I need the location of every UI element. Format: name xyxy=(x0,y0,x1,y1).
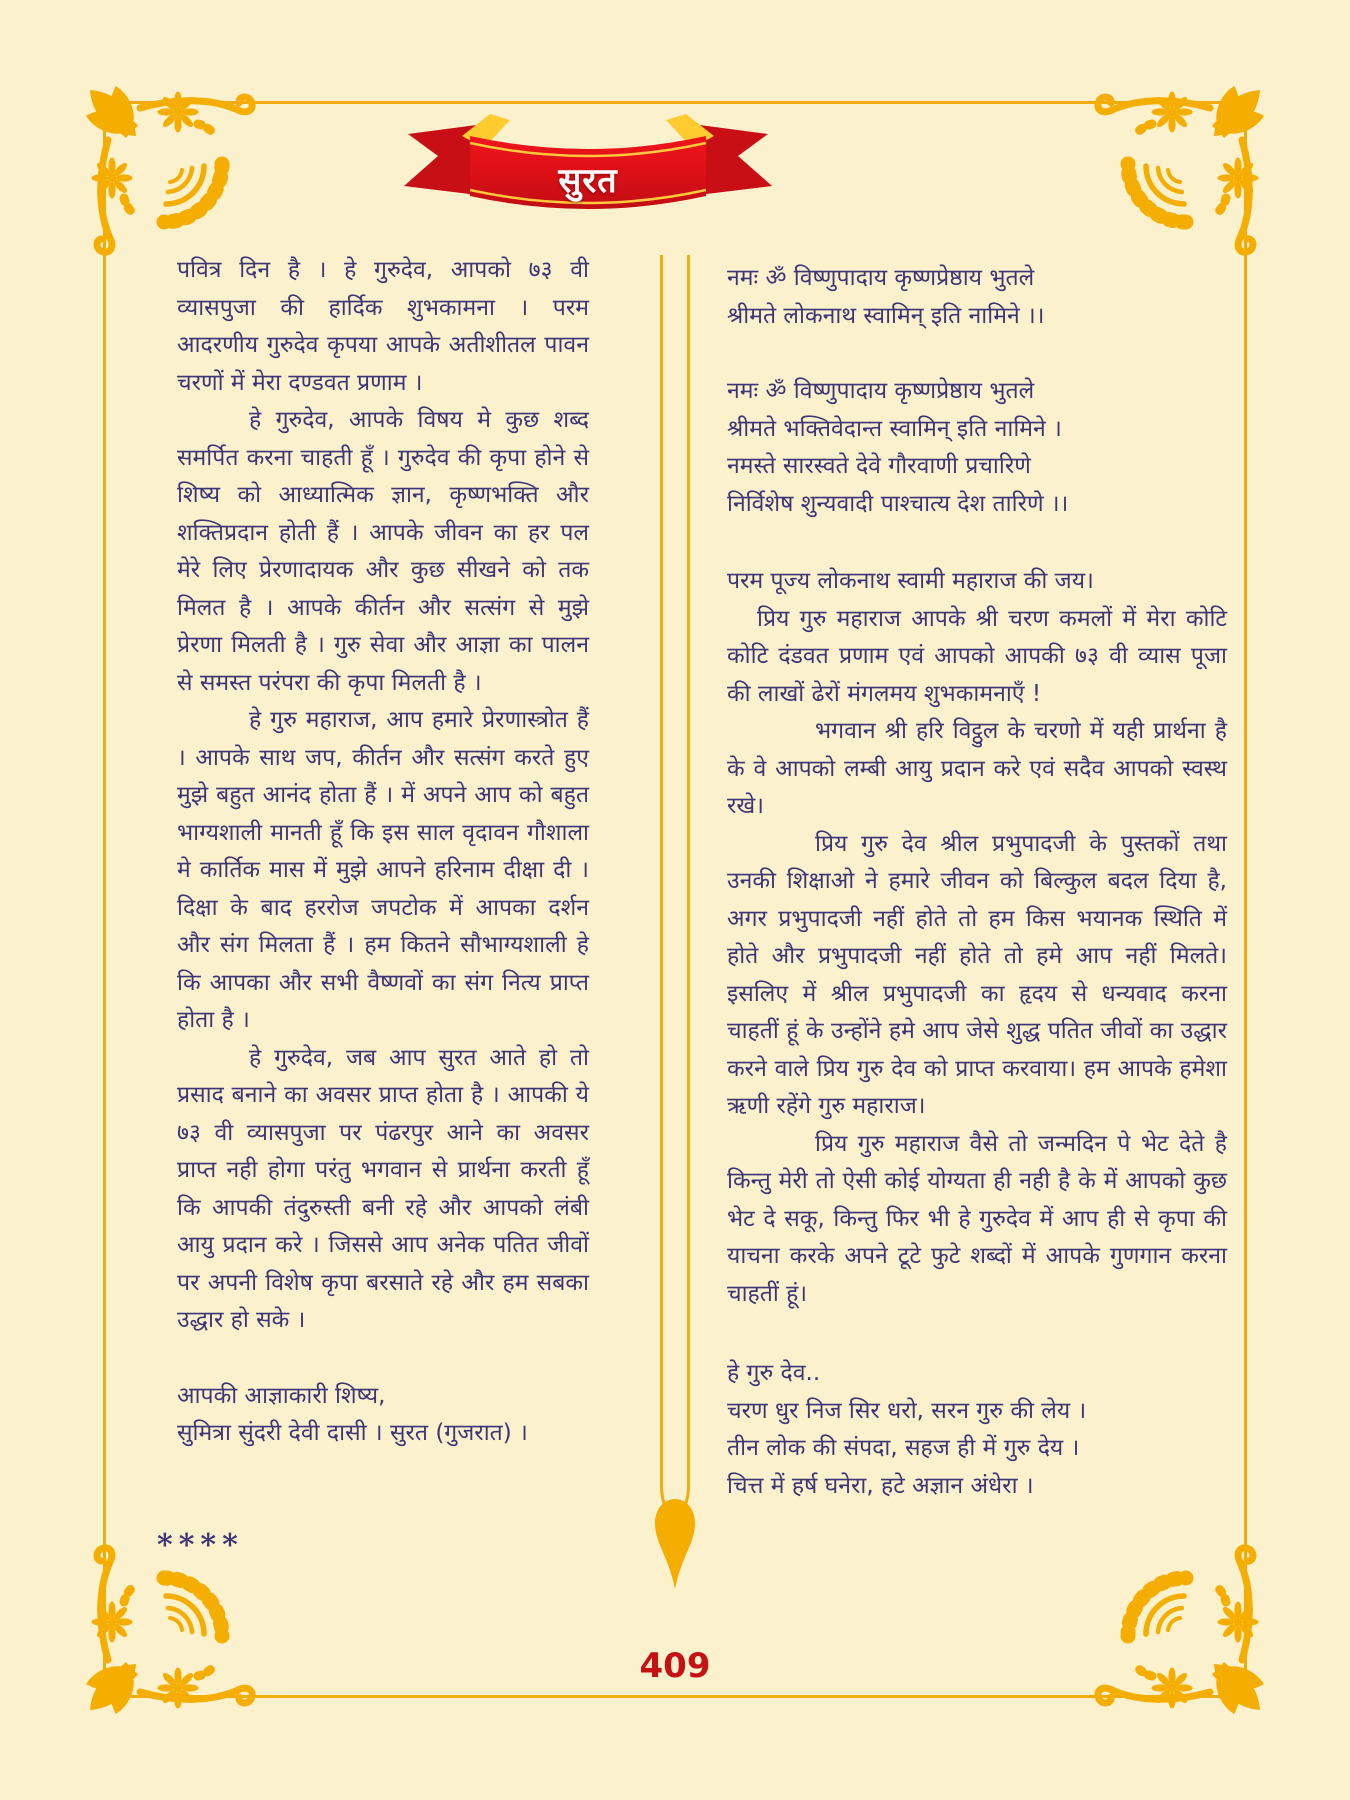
text-block: हे गुरुदेव, आपके विषय मे कुछ शब्द समर्पित करना चाहती हूँ । गुरुदेव की कृपा होने से शिष्य को आध्यात्मिक ज्ञान, कृष्णभक्ति और शक्तिप्रदान होती हैं । आपके जीवन का हर पल मेरे लिए प्रेरणादायक और कुछ सीखने को तक मिलत है । आपके कीर्तन और सत्संग से मुझे प्रेरणा मिलती है । गुरु सेवा और आज्ञा का पालन से समस्त परंपरा की कृपा मिलती है । xyxy=(177,407,589,696)
right-text-column xyxy=(727,260,1227,1505)
text-block: हे गुरु महाराज, आप हमारे प्रेरणास्त्रोत हैं । आपके साथ जप, कीर्तन और सत्संग करते हुए मुझे बहुत आनंद होता हैं । में अपने आप को बहुत भाग्यशाली मानती हूँ कि इस साल वृदावन गौशाला मे कार्तिक मास में मुझे आपने हरिनाम दीक्षा दी । दिक्षा के बाद हररोज जपटोक में आपका दर्शन और संग मिलता हैं । हम कितने सौभाग्यशाली हे कि आपका और सभी वैष्णवों का संग नित्य प्राप्त होता है । xyxy=(177,707,589,1033)
verse-block xyxy=(727,260,1227,335)
text-block: प्रिय गुरु महाराज वैसे तो जन्मदिन पे भेट देते है किन्तु मेरी तो ऐसी कोई योग्यता ही नही है के में आपको कुछ भेट दे सकू, किन्तु फिर भी हे गुरुदेव में आप ही से कृपा की याचना करके अपने टूटे फुटे शब्दों में आपके गुणगान करना चाहतीं हूं। xyxy=(727,1130,1227,1307)
text-block: आपकी आज्ञाकारी शिष्य, xyxy=(177,1382,386,1409)
column-divider-icon xyxy=(652,255,698,1593)
verse-line: चरण धुर निज सिर धरो, सरन गुरु की लेय । xyxy=(727,1397,1087,1424)
verse-line: नमस्ते सारस्वते देवे गौरवाणी प्रचारिणे xyxy=(727,453,1031,479)
text-block: प्रिय गुरु देव श्रील प्रभुपादजी के पुस्तकों तथा उनकी शिक्षाओ ने हमारे जीवन को बिल्कुल बदल दिया है, अगर प्रभुपादजी नहीं होते तो हम किस भयानक स्थिति में होते और प्रभुपादजी नहीं होते तो हमे आप नहीं मिलते। इसलिए में श्रील प्रभुपादजी का हृदय से धन्यवाद करना चाहतीं हूं के उन्होंने हमे आप जेसे शुद्ध पतित जीवों का उद्धार करने वाले प्रिय गुरु देव को प्राप्त करवाया। हम आपके हमेशा ऋणी रहेंगे गुरु महाराज। xyxy=(727,830,1227,1119)
verse-block xyxy=(727,1355,1227,1505)
corner-flourish-icon xyxy=(78,78,274,274)
verse-line: नमः ॐ विष्णुपादाय कृष्णप्रेष्ठाय भुतले xyxy=(727,265,1035,291)
verse-line: निर्विशेष शुन्यवादी पाश्चात्य देश तारिणे ।। xyxy=(727,490,1069,517)
text-block: परम पूज्य लोकनाथ स्वामी महाराज की जय। xyxy=(727,568,1094,594)
banner-title: सुरत xyxy=(558,161,618,201)
ribbon-banner xyxy=(398,106,778,222)
text-block: हे गुरुदेव, जब आप सुरत आते हो तो प्रसाद बनाने का अवसर प्राप्त होता है । आपकी ये ७३ वी व्यासपुजा पर पंढरपुर आने का अवसर प्राप्त नही होगा परंतु भगवान से प्रार्थना करती हूँ कि आपकी तंदुरुस्ती बनी रहे और आपको लंबी आयु प्रदान करे । जिससे आप अनेक पतित जीवों पर अपनी विशेष कृपा बरसाते रहे और हम सबका उद्धार हो सके । xyxy=(177,1044,589,1333)
text-block: भगवान श्री हरि विट्ठुल के चरणो में यही प्रार्थना है के वे आपको लम्बी आयु प्रदान करे एवं सदैव आपको स्वस्थ रखे। xyxy=(727,718,1227,819)
verse-line: चित्त में हर्ष घनेरा, हटे अज्ञान अंधेरा । xyxy=(727,1472,1034,1499)
corner-flourish-icon xyxy=(1076,1526,1272,1722)
text-block: प्रिय गुरु महाराज आपके श्री चरण कमलों में मेरा कोटि कोटि दंडवत प्रणाम एवं आपको आपकी ७३ वी व्यास पूजा की लाखों ढेरों मंगलमय शुभकामनाएँ ! xyxy=(727,605,1227,707)
verse-line: श्रीमते लोकनाथ स्वामिन् इति नामिने ।। xyxy=(727,302,1045,329)
left-text-column xyxy=(157,252,589,1564)
verse-line: श्रीमते भक्तिवेदान्त स्वामिन् इति नामिने । xyxy=(727,415,1062,442)
page-number: 409 xyxy=(639,1646,711,1686)
text-block: **** xyxy=(157,1527,244,1563)
verse-line: तीन लोक की संपदा, सहज ही में गुरु देय । xyxy=(727,1435,1080,1461)
corner-flourish-icon xyxy=(1076,78,1272,274)
verse-line: हे गुरु देव.. xyxy=(727,1360,821,1386)
verse-line: नमः ॐ विष्णुपादाय कृष्णप्रेष्ठाय भुतले xyxy=(727,378,1035,404)
text-block: सुमित्रा सुंदरी देवी दासी । सुरत (गुजरात) । xyxy=(177,1420,528,1446)
text-block: पवित्र दिन है । हे गुरुदेव, आपको ७३ वी व्यासपुजा की हार्दिक शुभकामना । परम आदरणीय गुरुदेव कृपया आपके अतीशीतल पावन चरणों में मेरा दण्डवत प्रणाम । xyxy=(177,257,589,396)
verse-block xyxy=(727,373,1227,523)
